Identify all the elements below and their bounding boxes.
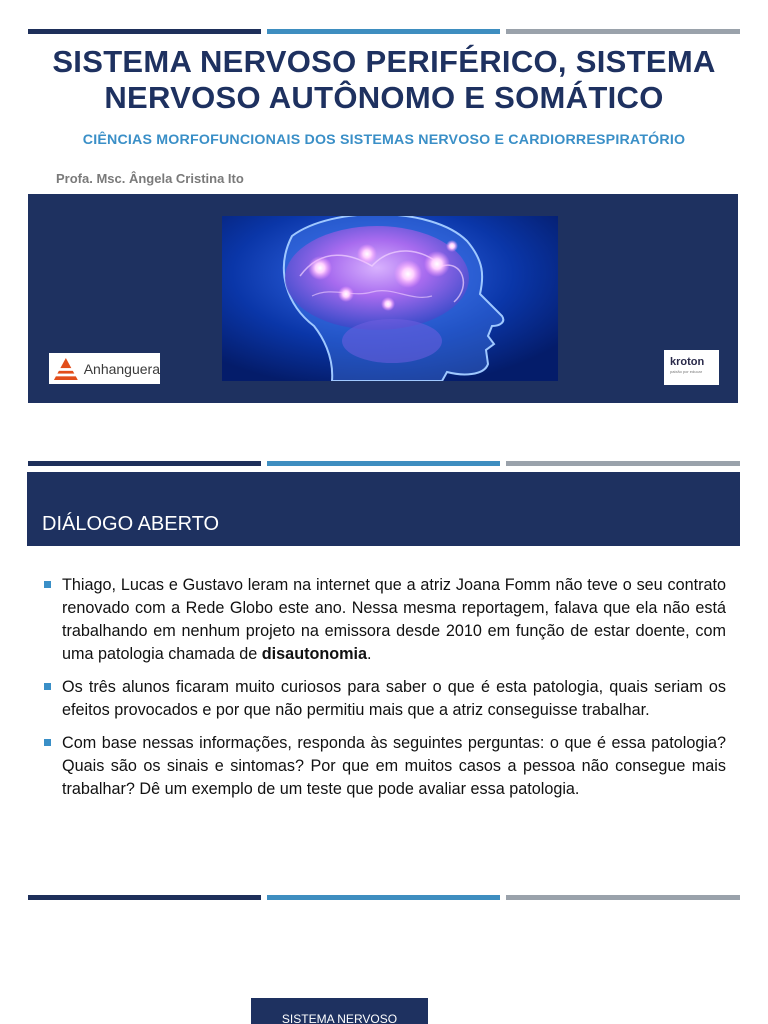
- divider-segment-gray: [506, 461, 740, 466]
- next-slide-title: SISTEMA NERVOSO: [281, 1012, 398, 1024]
- top-divider: [28, 29, 740, 34]
- divider-segment-gray: [506, 29, 740, 34]
- bullet-list: [44, 574, 726, 811]
- bullet-text-end: .: [367, 645, 372, 663]
- section-header: [27, 472, 740, 546]
- bottom-divider: [28, 895, 740, 900]
- divider-segment-navy: [28, 29, 261, 34]
- bullet-bold-term: disautonomia: [261, 645, 368, 663]
- list-item: [44, 676, 726, 722]
- brain-head-icon: [222, 216, 558, 381]
- anhanguera-logo-icon: [53, 356, 79, 382]
- kroton-logo-tagline: paixão por educar: [670, 369, 703, 374]
- divider-segment-navy: [28, 461, 261, 466]
- brain-illustration: [222, 216, 558, 381]
- slide-subtitle: CIÊNCIAS MORFOFUNCIONAIS DOS SISTEMAS NERVOSO E CARDIORRESPIRATÓRIO: [82, 132, 686, 148]
- slide-title: [40, 44, 728, 116]
- bullet-square-icon: [44, 683, 51, 690]
- kroton-logo-text: kroton: [670, 356, 705, 368]
- kroton-logo: [664, 350, 719, 385]
- bullet-square-icon: [44, 581, 51, 588]
- bullet-square-icon: [44, 739, 51, 746]
- divider-segment-blue: [267, 895, 500, 900]
- section-divider: [28, 461, 740, 466]
- divider-segment-blue: [267, 29, 500, 34]
- list-item: [44, 574, 726, 666]
- next-slide-title-tab: [251, 998, 428, 1024]
- divider-segment-blue: [267, 461, 500, 466]
- bullet-text: Thiago, Lucas e Gustavo leram na internet que a atriz Joana Fomm não teve o seu contrato renovado com a Rede Globo este ano. Nessa mesma reportagem, falava que ela não está trabalhando em nenhum projeto na emissora desde 2010 em função de estar doente, com uma patologia chamada de: [62, 576, 726, 663]
- divider-segment-navy: [28, 895, 261, 900]
- title-line-1: SISTEMA NERVOSO PERIFÉRICO, SISTEMA: [52, 44, 716, 79]
- anhanguera-logo-text: Anhanguera: [83, 360, 160, 377]
- hero-banner: [28, 194, 738, 403]
- title-line-2: NERVOSO AUTÔNOMO E SOMÁTICO: [104, 80, 664, 115]
- section-heading: DIÁLOGO ABERTO: [42, 513, 220, 535]
- list-item: [44, 732, 726, 801]
- divider-segment-gray: [506, 895, 740, 900]
- author-name: Profa. Msc. Ângela Cristina Ito: [56, 171, 244, 186]
- bullet-text: Com base nessas informações, responda às seguintes perguntas: o que é essa patologia? Quais são os sinais e sintomas? Por que em muitos casos a pessoa não consegue mais trabalhar? Dê um exemplo de um teste que pode avaliar essa patologia.: [62, 734, 726, 798]
- anhanguera-logo: [49, 353, 160, 384]
- bullet-text: Os três alunos ficaram muito curiosos para saber o que é esta patologia, quais seriam os efeitos provocados e por que não permitiu mais que a atriz conseguisse trabalhar.: [62, 678, 726, 719]
